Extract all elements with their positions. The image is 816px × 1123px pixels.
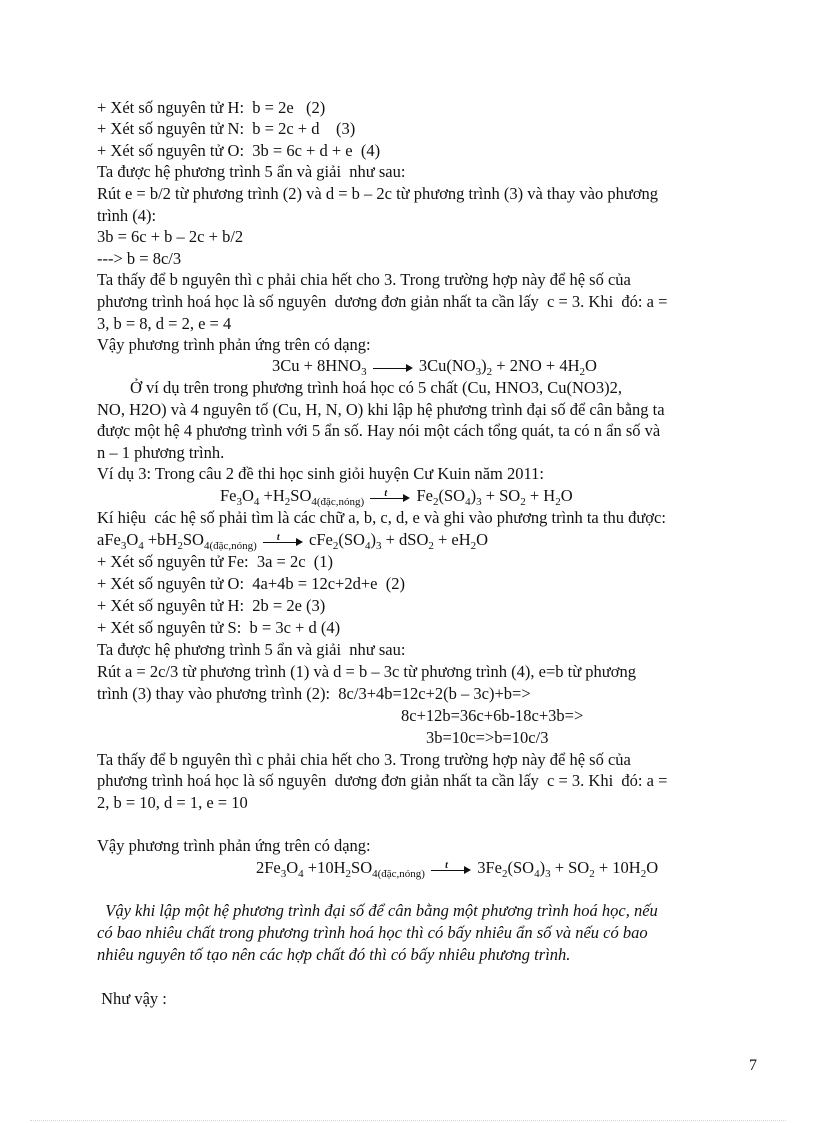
text-line: Vậy phương trình phản ứng trên có dạng: — [97, 335, 371, 354]
text-line: được một hệ 4 phương trình với 5 ẩn số. Hay nói một cách tổng quát, ta có n ẩn số và — [97, 421, 661, 440]
text-line: Ta thấy để b nguyên thì c phải chia hết cho 3. Trong trường hợp này để hệ số của — [97, 750, 631, 769]
text-line: phương trình hoá học là số nguyên dương đơn giản nhất ta cần lấy c = 3. Khi đó: a = — [97, 771, 668, 790]
conclusion-text: có bao nhiêu chất trong phương trình hoá học thì có bấy nhiêu ẩn số và nếu có bao — [97, 923, 648, 942]
text-line: 3b = 6c + b – 2c + b/2 — [97, 227, 244, 246]
text-line: Vậy phương trình phản ứng trên có dạng: — [97, 836, 371, 855]
page-bottom-divider — [30, 1120, 786, 1121]
equation-cu-hno3: $3Cu + 8HNO_3$ $3Cu(NO_3)_2 + 2NO + 4H_2O$ — [272, 356, 597, 378]
text-line: + Xét số nguyên tử H: b = 2e (2) — [97, 98, 326, 117]
text-line: trình (4): — [97, 206, 157, 225]
page-number: 7 — [749, 1057, 757, 1074]
text-line: Ta được hệ phương trình 5 ẩn và giải như sau: — [97, 640, 406, 659]
reaction-arrow-icon — [373, 361, 413, 373]
text-line: Ở ví dụ trên trong phương trình hoá học có 5 chất (Cu, HNO3, Cu(NO3)2, — [97, 378, 622, 397]
text-line: + Xét số nguyên tử S: b = 3c + d (4) — [97, 618, 341, 637]
text-line: 2, b = 10, d = 1, e = 10 — [97, 793, 248, 812]
text-line: ---> b = 8c/3 — [97, 249, 182, 268]
text-line: Rút e = b/2 từ phương trình (2) và d = b – 2c từ phương trình (3) và thay vào phương — [97, 184, 659, 203]
text-line: phương trình hoá học là số nguyên dương đơn giản nhất ta cần lấy c = 3. Khi đó: a = — [97, 292, 668, 311]
text-line: trình (3) thay vào phương trình (2): 8c/3+4b=12c+2(b – 3c)+b=> — [97, 684, 531, 703]
text-line: + Xét số nguyên tử O: 4a+4b = 12c+2d+e (2) — [97, 574, 405, 593]
conclusion-text: nhiêu nguyên tố tạo nên các hợp chất đó thì có bấy nhiêu phương trình. — [97, 945, 571, 964]
text-line: Ta được hệ phương trình 5 ẩn và giải như sau: — [97, 162, 406, 181]
reaction-arrow-icon: t — [370, 491, 410, 503]
equation-balanced-result: $2Fe_3O_4 +10H_2SO_{4(đặc,nóng)}$ t $3Fe_2(SO_4)_3 + SO_2 + 10H_2O$ — [256, 858, 659, 880]
conclusion-text: Vậy khi lập một hệ phương trình đại số để cân bằng một phương trình hoá học, nếu — [97, 901, 658, 920]
text-line: NO, H2O) và 4 nguyên tố (Cu, H, N, O) khi lập hệ phương trình đại số để cân bằng ta — [97, 400, 665, 419]
text-line: 3, b = 8, d = 2, e = 4 — [97, 314, 232, 333]
text-line: 8c+12b=36c+6b-18c+3b=> — [401, 706, 584, 725]
equation-fe3o4-h2so4: $Fe_3O_4 +H_2SO_{4(đặc,nóng)}$ t $Fe_2(SO_4)_3 + SO_2 + H_2O$ — [220, 486, 573, 508]
text-line: + Xét số nguyên tử O: 3b = 6c + d + e (4) — [97, 141, 381, 160]
text-line: + Xét số nguyên tử H: 2b = 2e (3) — [97, 596, 326, 615]
text-line: Ví dụ 3: Trong câu 2 đề thi học sinh giỏi huyện Cư Kuin năm 2011: — [97, 464, 544, 483]
text-line: 3b=10c=>b=10c/3 — [426, 728, 549, 747]
text-line: Ta thấy để b nguyên thì c phải chia hết cho 3. Trong trường hợp này để hệ số của — [97, 270, 631, 289]
text-line: n – 1 phương trình. — [97, 443, 225, 462]
text-line: + Xét số nguyên tử N: b = 2c + d (3) — [97, 119, 356, 138]
reaction-arrow-icon: t — [263, 535, 303, 547]
text-line: Như vậy : — [97, 989, 167, 1008]
equation-general-coefficients: $aFe_3O_4 +bH_2SO_{4(đặc,nóng)}$ t $cFe_2(SO_4)_3 + dSO_2 + eH_2O$ — [97, 530, 489, 552]
text-line: Rút a = 2c/3 từ phương trình (1) và d = b – 3c từ phương trình (4), e=b từ phương — [97, 662, 636, 681]
reaction-arrow-icon: t — [431, 863, 471, 875]
text-line: Kí hiệu các hệ số phải tìm là các chữ a, b, c, d, e và ghi vào phương trình ta thu được: — [97, 508, 666, 527]
text-line: + Xét số nguyên tử Fe: 3a = 2c (1) — [97, 552, 334, 571]
